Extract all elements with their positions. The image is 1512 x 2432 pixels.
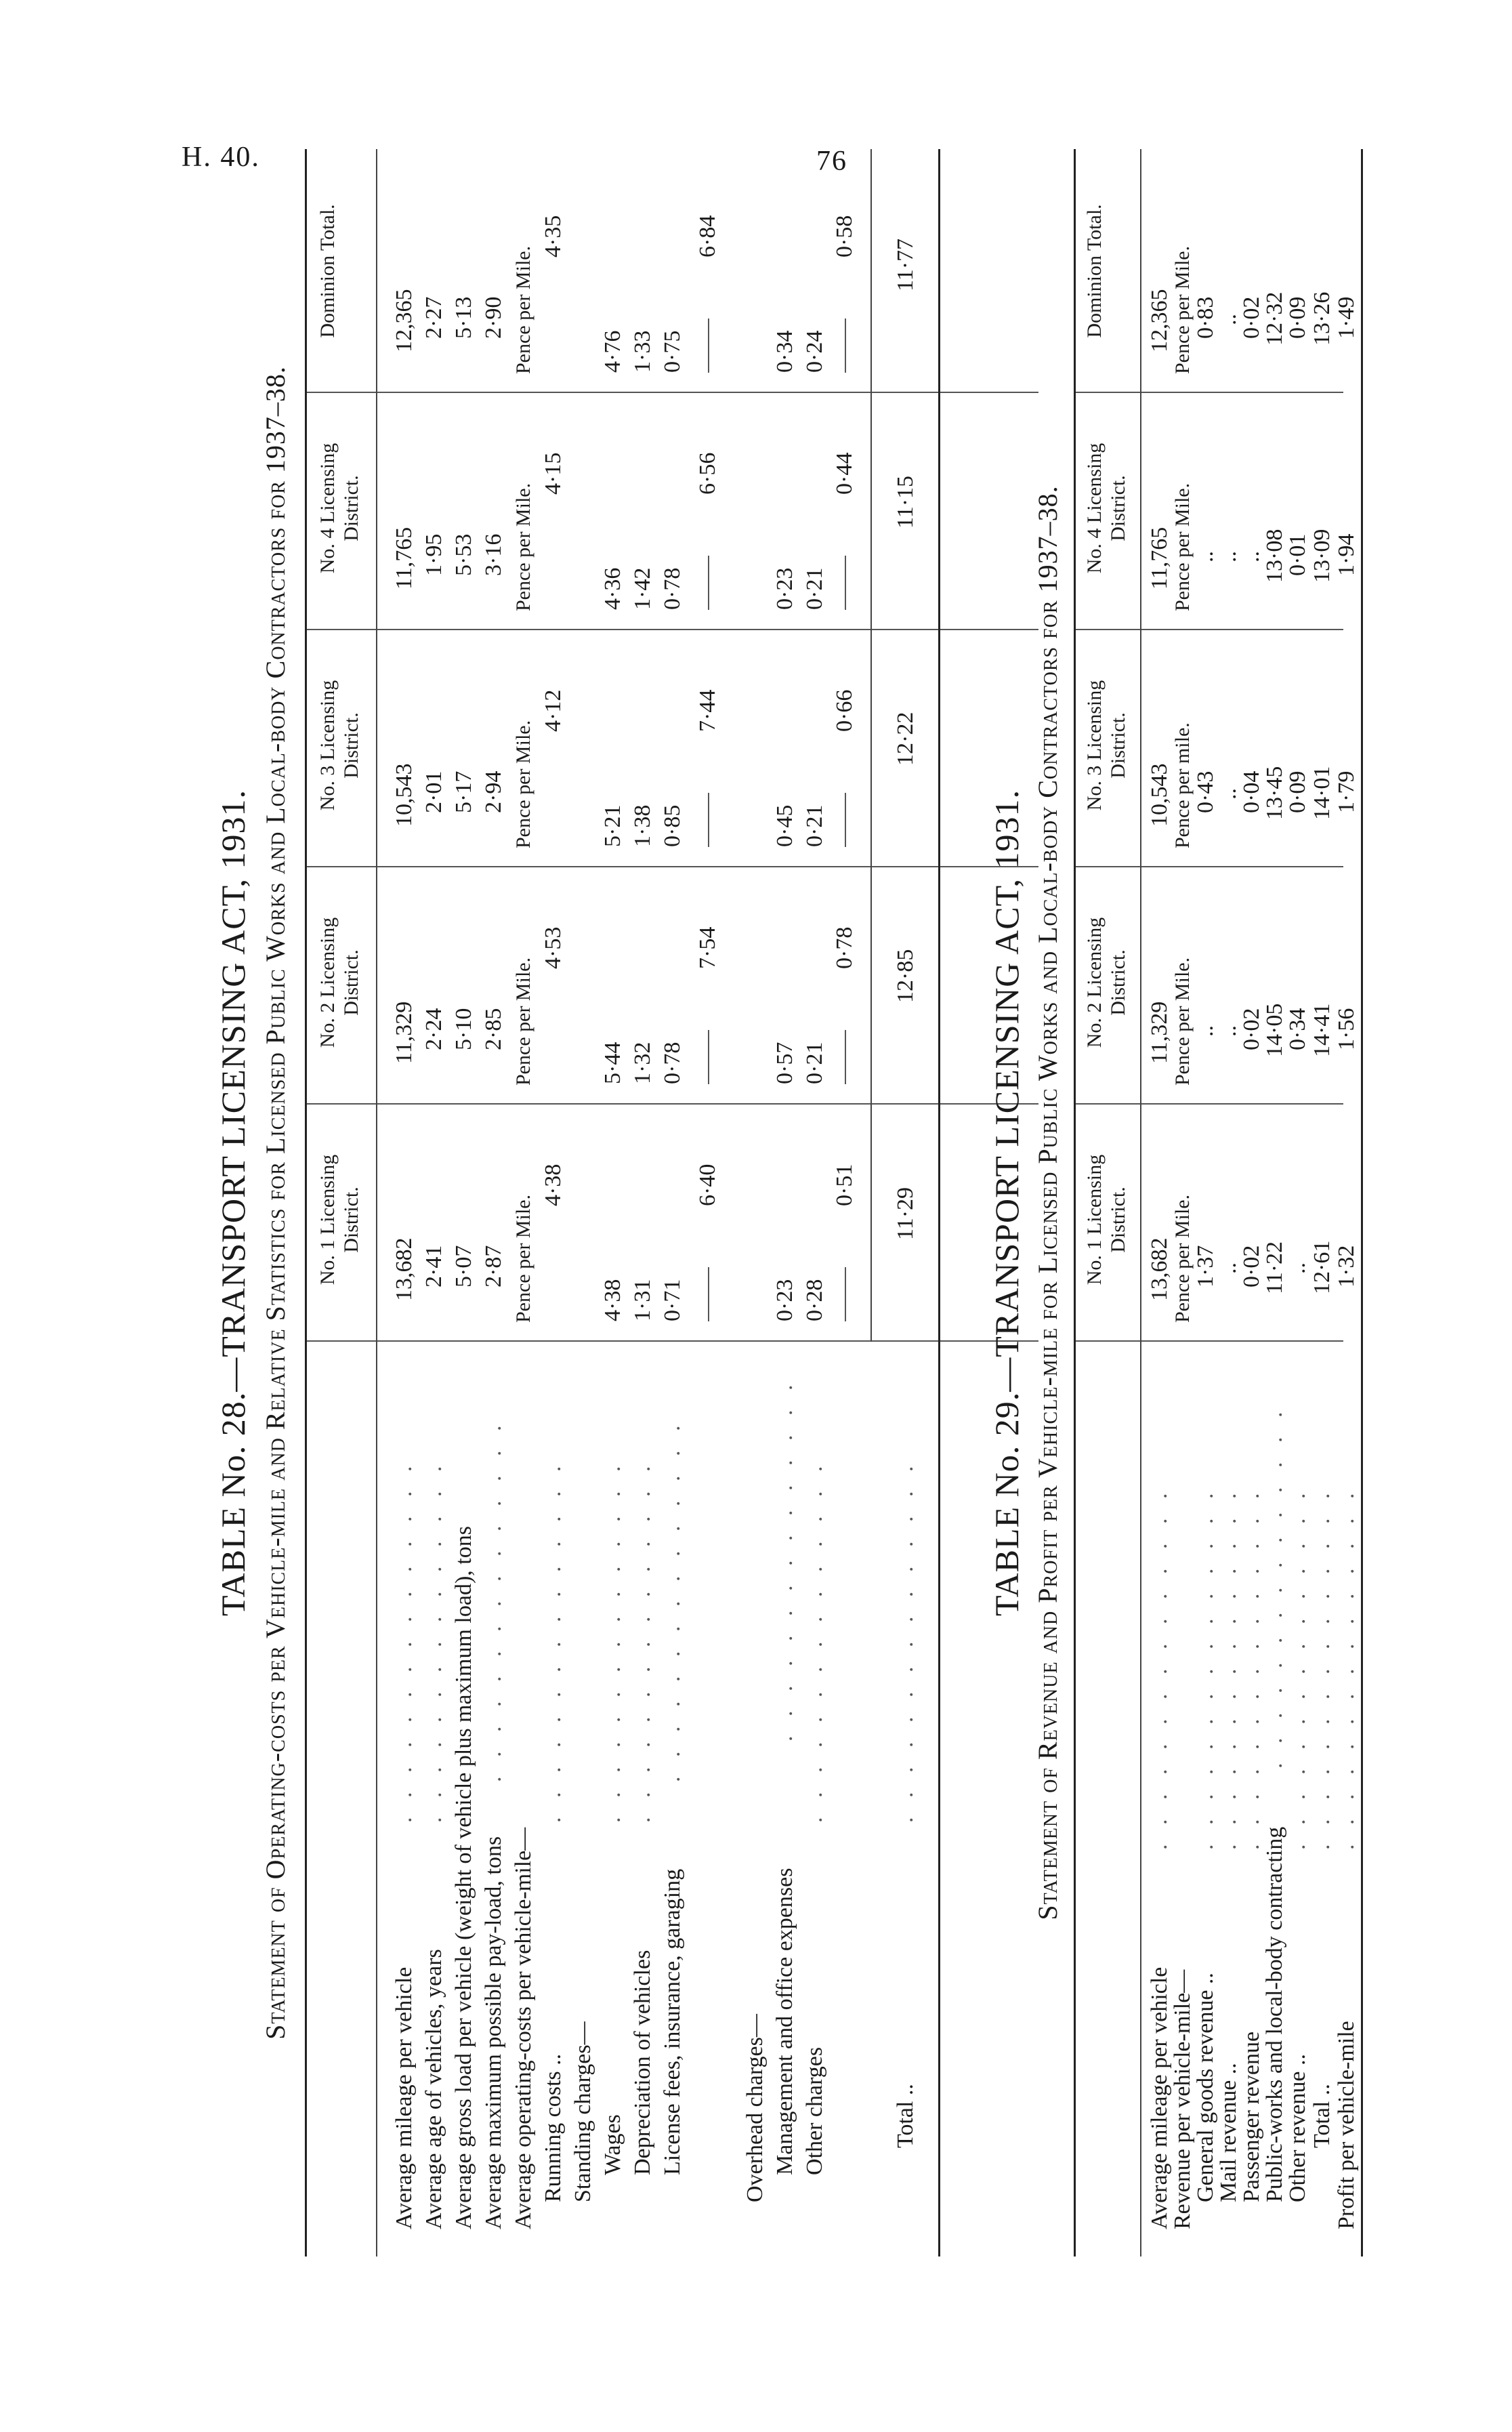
table28-bottom-rule bbox=[938, 149, 940, 2256]
table28-col-5: Dominion Total. bbox=[316, 204, 339, 338]
table28-title: TABLE No. 28.—TRANSPORT LICENSING ACT, 1931. bbox=[214, 789, 252, 1616]
table29-row-total: Total .. . . . . . . . . . . . . . . . 12·61 14·41 14·01 13·09 13·26 bbox=[1309, 291, 1335, 2148]
table28-row-license-fees: License fees, insurance, garaging . . . . . . . . . . . . . . . 0·71 0·78 0·85 0·78 0·75 bbox=[660, 330, 685, 2175]
table29-col-5: Dominion Total. bbox=[1083, 204, 1106, 338]
table28-row-depreciation: Depreciation of vehicles . . . . . . . . . . . . . . . 1·31 1·32 1·38 1·42 1·33 bbox=[630, 330, 655, 2175]
table28-row-running-costs: Running costs .. . . . . . . . . . . . . . . . 4·38 4·53 4·12 4·15 4·35 bbox=[541, 215, 566, 2202]
table29-row-profit: Profit per vehicle-mile . . . . . . . . . . . . . . . 1·32 1·56 1·79 1·94 1·49 bbox=[1334, 296, 1359, 2229]
table29-row-mail: Mail revenue .. . . . . . . . . . . . . . . . .. .. .. .. .. bbox=[1216, 314, 1241, 2202]
table29-col-4: No. 4 Licensing District. bbox=[1083, 442, 1129, 574]
table28-row-management: Management and office expenses . . . . . . . . . . . . . . . 0·23 0·57 0·45 0·23 0·34 bbox=[772, 330, 797, 2175]
table28-top-rule bbox=[305, 149, 307, 2256]
page-reference: H. 40. bbox=[182, 142, 260, 173]
table29-row-other-revenue: Other revenue .. . . . . . . . . . . . . . . . .. 0·34 0·09 0·01 0·09 bbox=[1285, 296, 1310, 2202]
table28-row-total: Total .. . . . . . . . . . . . . . . . 11·29 12·85 12·22 11·15 11·77 bbox=[893, 238, 918, 2148]
rotated-page-content bbox=[119, 149, 1365, 2256]
table28-row-gross-load: Average gross load per vehicle (weight of vehicle plus maximum load), tons 5·07 5·10 5·17 5·53 5·13 bbox=[451, 296, 476, 2229]
table28-row-payload: Average maximum possible pay-load, tons . . . . . . . . . . . . . . . 2·87 2·85 2·94 3·16 2·90 bbox=[481, 296, 506, 2229]
table29-title: TABLE No. 29.—TRANSPORT LICENSING ACT, 1931. bbox=[988, 789, 1026, 1616]
table28-row-age: Average age of vehicles, years . . . . . . . . . . . . . . . 2·41 2·24 2·01 1·95 2·27 bbox=[421, 296, 446, 2229]
table28-col-3: No. 3 Licensing District. bbox=[316, 680, 362, 811]
table28-col-4: No. 4 Licensing District. bbox=[316, 442, 362, 574]
table28-row-wages: Wages . . . . . . . . . . . . . . . 4·38 5·44 5·21 4·36 4·76 bbox=[600, 330, 625, 2175]
table28-row-mileage: Average mileage per vehicle . . . . . . . . . . . . . . . 13,682 11,329 10,543 11,765 12,365 bbox=[392, 289, 417, 2229]
table29-row-general-goods: General goods revenue .. . . . . . . . . . . . . . . . 1·37 .. 0·43 .. 0·83 bbox=[1193, 296, 1218, 2202]
table28-row-operating-costs: Average operating-costs per vehicle-mile— Pence per Mile. Pence per Mile. Pence per Mile. Pence per Mile. Pence per Mile. bbox=[511, 245, 536, 2229]
table29-row-public-works: Public-works and local-body contracting . . . . . . . . . . . . . . . 11·22 14·05 13·45 13·08 12·32 bbox=[1262, 291, 1287, 2202]
table29-subtitle: Statement of Revenue and Profit per Vehicle-mile for Licensed Public Works and Local-body Contractors for 1937–38. bbox=[1032, 485, 1063, 1920]
table28-col-1: No. 1 Licensing District. bbox=[316, 1154, 362, 1285]
table28-row-overhead-charges: Overhead charges— bbox=[742, 2014, 768, 2202]
page-number: 76 bbox=[816, 146, 847, 177]
table29-col-3: No. 3 Licensing District. bbox=[1083, 680, 1129, 811]
table29-top-rule bbox=[1074, 149, 1076, 2256]
table28-col-2: No. 2 Licensing District. bbox=[316, 917, 362, 1048]
table28-subtitle: Statement of Operating-costs per Vehicle-mile and Relative Statistics for Licensed Public Works and Local-body Contractors for 1937–38. bbox=[260, 366, 291, 2040]
table29-col-2: No. 2 Licensing District. bbox=[1083, 917, 1129, 1048]
table29-header-rule bbox=[1140, 149, 1141, 2256]
table28-row-standing-subtotal: 6·40 7·54 7·44 6·56 6·84 bbox=[693, 149, 723, 2256]
table29-row-revenue: Revenue per vehicle-mile— Pence per Mile. Pence per Mile. Pence per mile. Pence per Mile. Pence per Mile. bbox=[1170, 245, 1195, 2229]
table29-bottom-rule bbox=[1361, 149, 1363, 2256]
table29-col-1: No. 1 Licensing District. bbox=[1083, 1154, 1129, 1285]
table28-total-rule bbox=[870, 149, 872, 1342]
table28-row-overhead-subtotal: 0·51 0·78 0·66 0·44 0·58 bbox=[830, 149, 860, 2256]
table29-row-passenger: Passenger revenue . . . . . . . . . . . . . . . 0·02 0·02 0·04 .. 0·02 bbox=[1239, 296, 1264, 2202]
table28-row-other-charges: Other charges . . . . . . . . . . . . . . . 0·28 0·21 0·21 0·21 0·24 bbox=[802, 330, 827, 2175]
table29-row-mileage: Average mileage per vehicle . . . . . . . . . . . . . . . 13,682 11,329 10,543 11,765 12,365 bbox=[1147, 289, 1172, 2229]
table28-header-rule bbox=[376, 149, 377, 2256]
table28-row-standing-charges: Standing charges— bbox=[570, 2021, 595, 2202]
